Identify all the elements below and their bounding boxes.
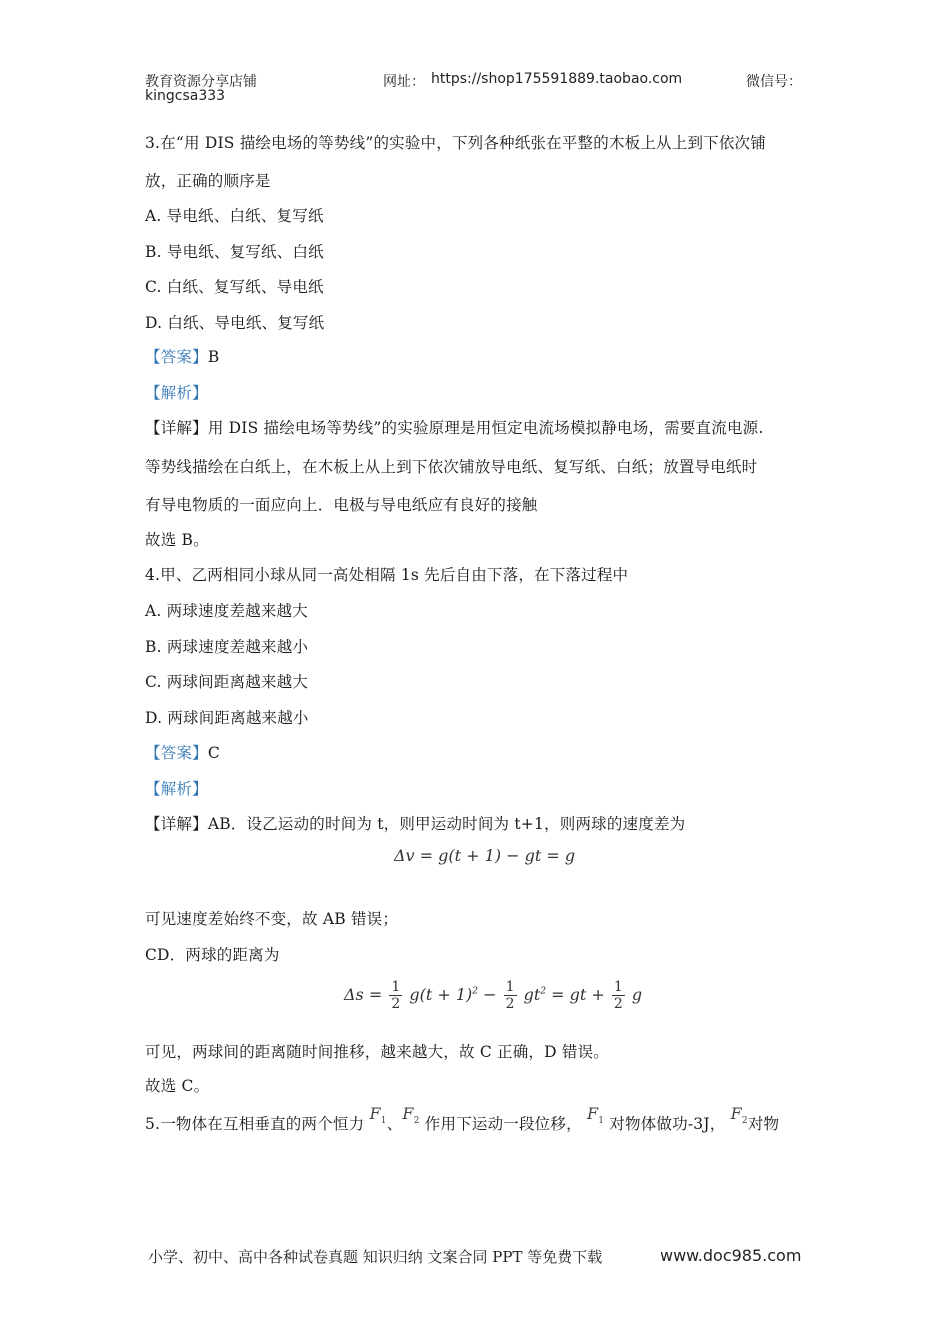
q3-conclusion: 故选 B。	[145, 531, 209, 549]
q5-text-mid: 作用下运动一段位移，	[424, 1115, 582, 1133]
q3-stem-line1: 3.在“用 DIS 描绘电场的等势线”的实验中，下列各种纸张在平整的木板上从上到下依次铺	[145, 134, 766, 152]
q4-option-c: C. 两球间距离越来越大	[145, 673, 309, 691]
footer-text: 小学、初中、高中各种试卷真题 知识归纳 文案合同 PPT 等免费下载	[148, 1248, 603, 1266]
q3-stem-line2: 放，正确的顺序是	[145, 172, 271, 190]
formula-distance	[344, 979, 642, 1012]
header-wechat-id: kingcsa333	[145, 88, 226, 104]
q4-option-b: B. 两球速度差越来越小	[145, 638, 309, 656]
q4-analysis-tag: 【解析】	[145, 780, 208, 798]
formula-velocity-difference: Δv = g(t + 1) − gt = g	[394, 846, 576, 865]
header-wechat-label: 微信号：	[746, 74, 802, 90]
header-url-label: 网址：	[383, 74, 425, 90]
fraction-half: $\frac{1}{2}$	[505, 979, 515, 1012]
detail-tag: 【详解】	[145, 419, 208, 437]
footer-site-link[interactable]: www.doc985.com	[660, 1246, 802, 1265]
q4-answer	[145, 741, 220, 763]
header-shop: 教育资源分享店铺	[145, 74, 257, 90]
detail-text: 用 DIS 描绘电场等势线”的实验原理是用恒定电流场模拟静电场，需要直流电源.	[207, 419, 764, 437]
answer-value: B	[207, 348, 220, 366]
q5-text-end: 对物	[747, 1115, 780, 1133]
formula-lhs: Δs =	[344, 985, 383, 1004]
q3-option-c: C. 白纸、复写纸、导电纸	[145, 278, 324, 296]
fraction-half: $\frac{1}{2}$	[613, 979, 623, 1012]
q5-text-start: 5.一物体在互相垂直的两个恒力	[145, 1115, 365, 1133]
formula-term3: g	[631, 985, 643, 1004]
formula-term2: gt	[523, 985, 541, 1004]
symbol-f2: $F_2$	[402, 1104, 420, 1127]
q4-detail-line1	[145, 812, 685, 834]
separator: 、	[386, 1115, 403, 1133]
q5-stem	[145, 1104, 780, 1136]
exponent: 2	[540, 986, 547, 997]
answer-tag: 【答案】	[145, 348, 208, 366]
answer-tag: 【答案】	[145, 744, 208, 762]
q3-answer	[145, 345, 219, 367]
q3-detail-line1	[145, 416, 764, 438]
q4-option-a: A. 两球速度差越来越大	[145, 602, 308, 620]
answer-value: C	[207, 744, 220, 762]
symbol-f1: $F_1$	[586, 1104, 605, 1127]
detail-text: AB．设乙运动的时间为 t，则甲运动时间为 t+1，则两球的速度差为	[207, 815, 686, 833]
symbol-f2: $F_2$	[730, 1104, 748, 1127]
header-url[interactable]: https://shop175591889.taobao.com	[431, 71, 683, 87]
q3-option-a: A. 导电纸、白纸、复写纸	[145, 207, 324, 225]
detail-tag: 【详解】	[145, 815, 208, 833]
formula-term1: g(t + 1)	[409, 985, 473, 1004]
exponent: 2	[472, 986, 479, 997]
q4-note2: 可见，两球间的距离随时间推移，越来越大，故 C 正确，D 错误。	[145, 1043, 609, 1061]
q3-option-b: B. 导电纸、复写纸、白纸	[145, 243, 324, 261]
q4-option-d: D. 两球间距离越来越小	[145, 709, 309, 727]
symbol-f1: $F_1$	[369, 1104, 387, 1127]
q4-cd-line: CD．两球的距离为	[145, 946, 280, 964]
q3-detail-line3: 有导电物质的一面应向上．电极与导电纸应有良好的接触	[145, 496, 538, 514]
q4-note1: 可见速度差始终不变，故 AB 错误；	[145, 910, 399, 928]
q4-conclusion: 故选 C。	[145, 1077, 210, 1095]
q4-stem: 4.甲、乙两相同小球从同一高处相隔 1s 先后自由下落，在下落过程中	[145, 566, 629, 584]
q3-option-d: D. 白纸、导电纸、复写纸	[145, 314, 325, 332]
q5-text-mid2: 对物体做功-3J，	[609, 1115, 726, 1133]
formula-eq: = gt +	[551, 985, 605, 1004]
fraction-half: $\frac{1}{2}$	[391, 979, 401, 1012]
formula-minus: −	[483, 985, 497, 1004]
q3-detail-line2: 等势线描绘在白纸上，在木板上从上到下依次铺放导电纸、复写纸、白纸；放置导电纸时	[145, 458, 758, 476]
q3-analysis-tag: 【解析】	[145, 384, 208, 402]
